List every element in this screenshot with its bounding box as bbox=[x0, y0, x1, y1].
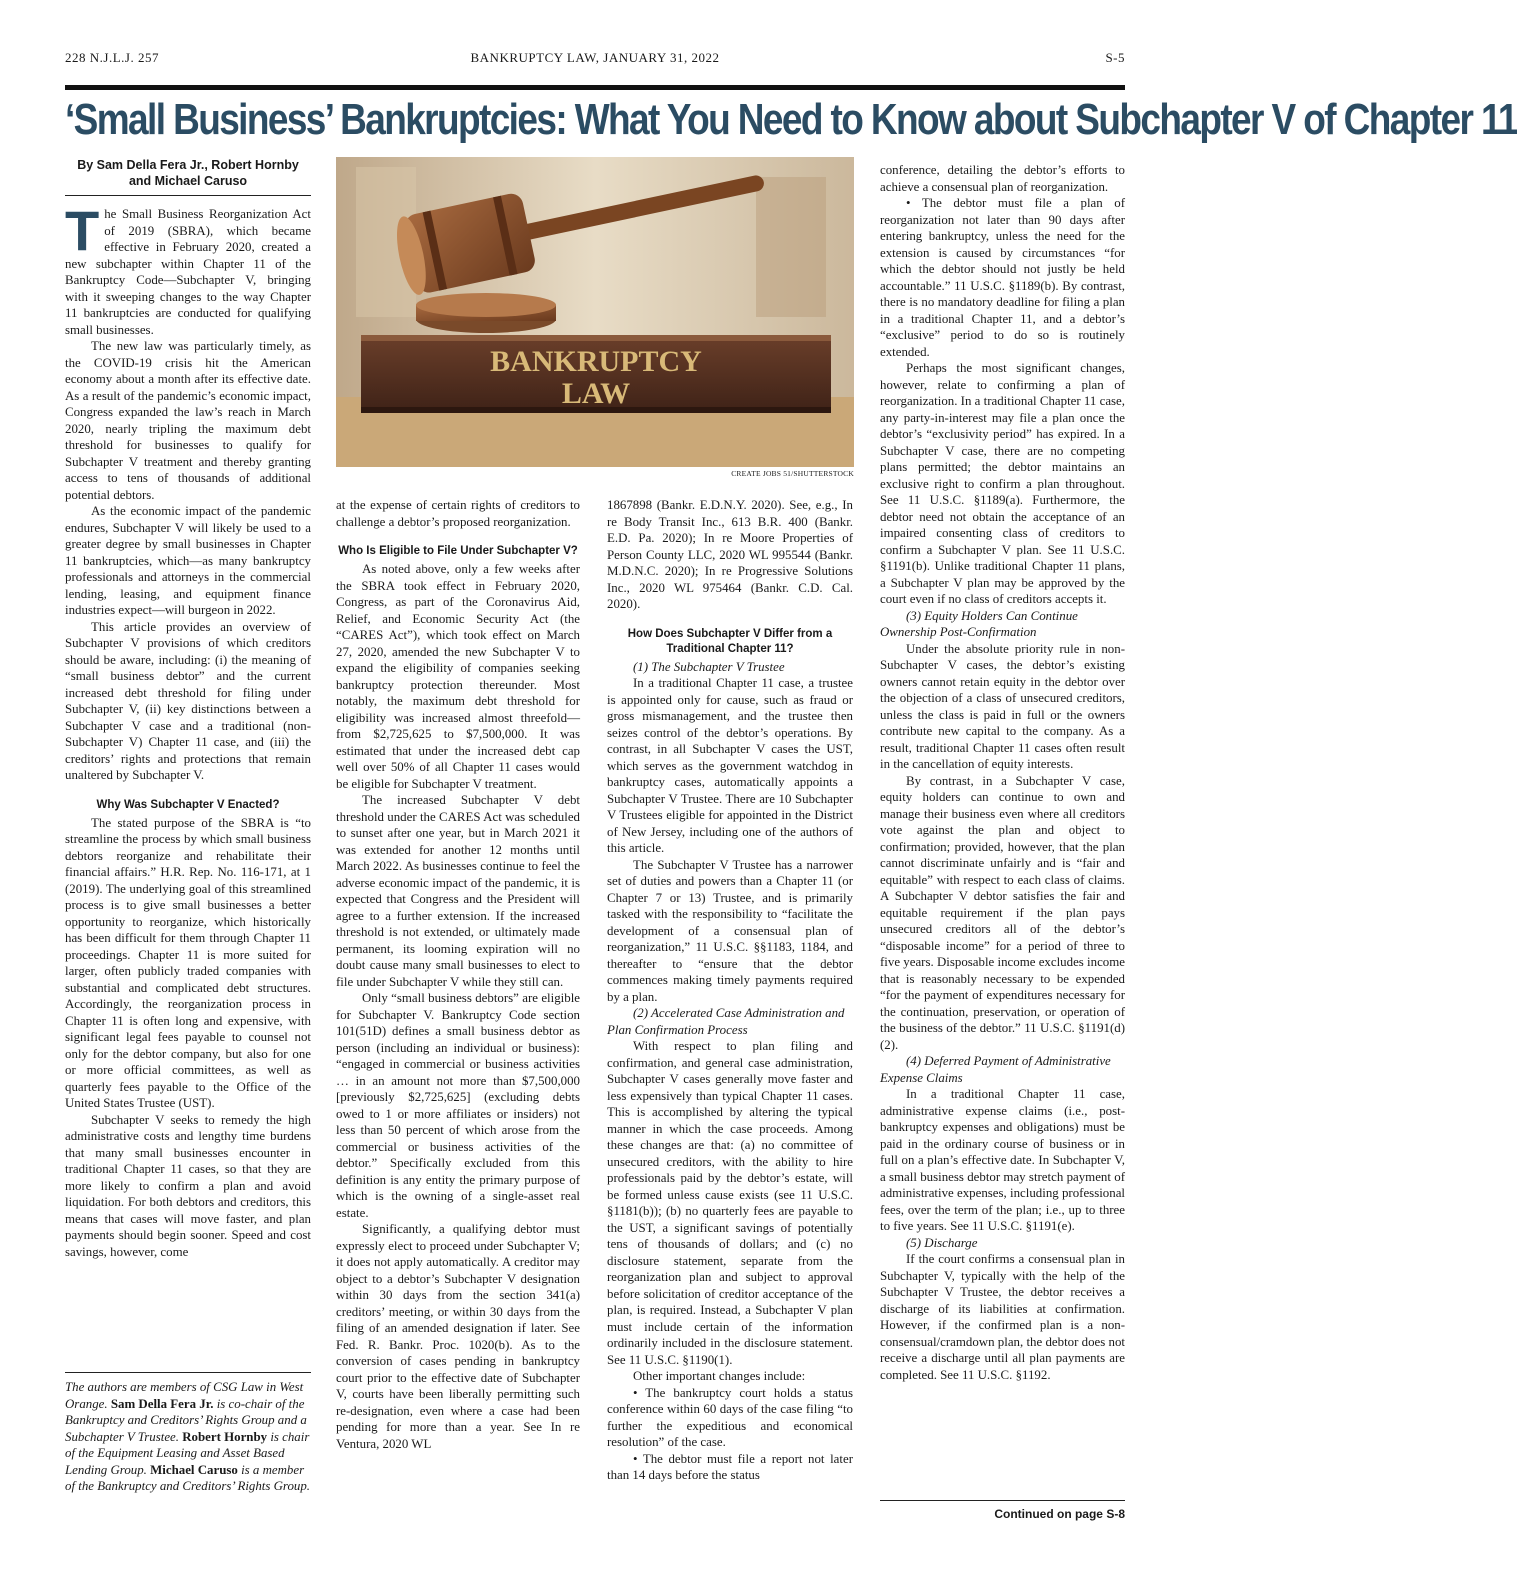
drop-cap: T bbox=[65, 199, 100, 262]
paragraph: The increased Subchapter V debt threshold under the CARES Act was scheduled to sunset after one year, but in March 2021 it was extended for another 12 months until March 2022. As businesses continue to feel the adverse economic impact of the pandemic, it is expected that Congress and the President will agree to a further extension. If the increased threshold is not extended, or ultimately made permanent, its looming expiration will no doubt cause many small businesses to elect to file under Subchapter V while they still can. bbox=[336, 793, 580, 989]
section-label: (3) Equity Holders Can Continue Ownership Post-Confirmation bbox=[880, 608, 1078, 639]
paragraph: at the expense of certain rights of creditors to challenge a debtor’s proposed reorganization. bbox=[336, 498, 580, 529]
photo-credit: CREATE JOBS 51/SHUTTERSTOCK bbox=[731, 469, 854, 478]
paragraph: 1867898 (Bankr. E.D.N.Y. 2020). See, e.g., In re Body Transit Inc., 613 B.R. 400 (Bankr. E.D. Pa. 2020); In re Moore Properties of Person County LLC, 2020 WL 995544 (Bankr. M.D.N.C. 2020); In re Progressive Solutions Inc., 2020 WL 975464 (Bankr. C.D. Cal. 2020). bbox=[607, 498, 853, 611]
section-title: BANKRUPTCY LAW, JANUARY 31, 2022 bbox=[470, 50, 720, 65]
paragraph: Under the absolute priority rule in non-Subchapter V cases, the debtor’s existing owners cannot retain equity in the debtor over the objection of a class of unsecured creditors, unless the class is paid in full or the owners contribute new capital to the company. As a result, traditional Chapter 11 cases often result in the cancellation of equity interests. bbox=[880, 641, 1125, 771]
section-label: (5) Discharge bbox=[906, 1235, 978, 1250]
paragraph: Other important changes include: bbox=[633, 1369, 806, 1383]
paragraph: The stated purpose of the SBRA is “to streamline the process by which small business debtors reorganize and rehabilitate their financial affairs.” H.R. Rep. No. 116-171, at 1 (2019). The underlying goal of this streamlined process is to give small businesses a better opportunity to reorganize, which historically has been difficult for them through Chapter 11 proceedings. Chapter 11 is more suited for larger, often publicly traded companies with substantial and complicated debt structures. Accordingly, the reorganization process in Chapter 11 is often long and expensive, with significant legal fees payable to counsel not only for the debtor company, but also for one or more official committees, as well as quarterly fees payable to the Office of the United States Trustee (UST). bbox=[65, 815, 311, 1110]
subhead: Why Was Subchapter V Enacted? bbox=[96, 798, 280, 811]
header-rule bbox=[65, 85, 1125, 90]
paragraph: This article provides an overview of Subchapter V provisions of which creditors should be aware, including: (i) the meaning of “small business debtor” and the current increased debt threshold for filing under Subchapter V, (ii) key distinctions between a Subchapter V case and a traditional (non-Subchapter V) Chapter 11 case, and (iii) the creditors’ rights and protections that remain unaltered by Subchapter V. bbox=[65, 619, 311, 782]
paragraph: With respect to plan filing and confirmation, and general case administration, Subchapter V cases generally move faster and less expensively than typical Chapter 11 cases. This is accomplished by altering the typical manner in which the case proceeds. Among these changes are that: (a) no committee of unsecured creditors, with the ability to hire professionals paid by the debtor’s estate, will be formed unless cause exists (see 11 U.S.C. §1181(b)); (b) no quarterly fees are payable to the UST, a significant savings of potentially tens of thousands of dollars; and (c) no disclosure statement, separate from the reorganization plan and subject to approval before solicitation of creditor acceptance of the plan, is required. Instead, a Subchapter V plan must include certain of the information ordinarily included in the disclosure statement. See 11 U.S.C. §1190(1). bbox=[607, 1039, 853, 1367]
section-label: (1) The Subchapter V Trustee bbox=[633, 659, 785, 674]
paragraph: As the economic impact of the pandemic endures, Subchapter V will likely be used to a greater degree by small businesses in Chapter 11 bankruptcies, which—as many bankruptcy professionals and attorneys in the commercial lending, leasing, and equipment finance industries expect—will burgeon in 2022. bbox=[65, 504, 311, 617]
paragraph: In a traditional Chapter 11 case, administrative expense claims (i.e., post-bankruptcy expenses and obligations) must be paid in the ordinary course of business or in full on a plan’s effective date. In Subchapter V, a small business debtor may stretch payment of administrative expenses, including professional fees, over the term of the plan; i.e., up to three to five years. See 11 U.S.C. §1191(e). bbox=[880, 1087, 1125, 1233]
paragraph: As noted above, only a few weeks after the SBRA took effect in February 2020, Congress, as part of the Coronavirus Aid, Relief, and Economic Security Act (the “CARES Act”), which took effect on March 27, 2020, amended the new Subchapter V to expand the eligibility of companies seeking bankruptcy protection thereunder. Most notably, the maximum debt threshold for eligibility was increased almost threefold—from $2,725,625 to $7,500,000. It was estimated that under the increased debt cap well over 50% of all Chapter 11 cases would be eligible for Subchapter V treatment. bbox=[336, 562, 580, 791]
page-number: S-5 bbox=[1105, 50, 1125, 65]
paragraph: In a traditional Chapter 11 case, a trustee is appointed only for cause, such as fraud or gross mismanagement, and the trustee then seizes control of the debtor’s operations. By contrast, in all Subchapter V cases the UST, which serves as the government watchdog in bankruptcy cases, automatically appoints a Subchapter V Trustee. There are 10 Subchapter V Trustees eligible for appointed in the District of New Jersey, including one of the authors of this article. bbox=[607, 676, 853, 855]
column-4 bbox=[880, 162, 1125, 1383]
paragraph: Perhaps the most significant changes, however, relate to confirming a plan of reorganization. In a traditional Chapter 11 case, any party-in-interest may file a plan once the debtor’s “exclusivity period” has expired. In a Subchapter V case, there are no competing plans permitted; the debtor maintains an exclusive right to confirm a plan throughout. See 11 U.S.C. §1189(a). Furthermore, the debtor need not obtain the acceptance of an impaired consenting class of creditors to confirm a Subchapter V plan. See 11 U.S.C. §1191(b). Unlike traditional Chapter 11 plans, a Subchapter V plan may be approved by the court even if no class of creditors accepts it. bbox=[880, 361, 1125, 606]
column-3 bbox=[607, 497, 853, 1484]
paragraph: Significantly, a qualifying debtor must expressly elect to proceed under Subchapter V; it does not apply automatically. A creditor may object to a debtor’s Subchapter V designation within 30 days from the section 341(a) creditors’ meeting, or within 30 days from the filing of an amended designation if later. See Fed. R. Bankr. Proc. 1020(b). As to the conversion of cases pending in bankruptcy court prior to the effective date of Subchapter V, courts have been liberally permitting such re-designation, even where a case had been pending for more than a year. See In re Ventura, 2020 WL bbox=[336, 1222, 580, 1451]
headline: ‘Small Business’ Bankruptcies: What You Need to Know about Subchapter V of Chapter 11 bbox=[65, 95, 1517, 144]
continued-link[interactable]: Continued on page S-8 bbox=[880, 1500, 1125, 1521]
paragraph: By contrast, in a Subchapter V case, equity holders can continue to own and manage their business even where all creditors vote against the plan and object to confirmation; provided, however, that the plan cannot discriminate unfairly and is “fair and equitable” with respect to each class of claims. A Subchapter V debtor satisfies the fair and equitable requirement if the plan pays unsecured creditors all of the debtor’s “disposable income” for a period of three to five years. Disposable income excludes income that is reasonably necessary to be expended “for the payment of expenditures necessary for the continuation, preservation, or operation of the business of the debtor.” 11 U.S.C. §1191(d)(2). bbox=[880, 773, 1125, 1052]
paragraph: The Subchapter V Trustee has a narrower set of duties and powers than a Chapter 11 (or Chapter 7 or 13) Trustee, and is primarily tasked with the responsibility to “facilitate the development of a consensual plan of reorganization,” 11 U.S.C. §§1183, 1184, and thereafter to “ensure that the debtor commences making timely payments required by a plan. bbox=[607, 857, 853, 1004]
column-2 bbox=[336, 497, 580, 1452]
column-1 bbox=[65, 157, 311, 1260]
gavel-book-photo bbox=[336, 157, 854, 467]
subhead: Who Is Eligible to File Under Subchapter V? bbox=[338, 545, 578, 557]
citation: 228 N.J.L.J. 257 bbox=[65, 50, 159, 65]
subhead: How Does Subchapter V Differ from a Traditional Chapter 11? bbox=[627, 627, 833, 655]
book-title-line2: LAW bbox=[561, 377, 631, 410]
paragraph: • The debtor must file a report not later than 14 days before the status bbox=[607, 1451, 853, 1482]
paragraph: Subchapter V seeks to remedy the high administrative costs and lengthy time burdens that many small businesses encounter in traditional Chapter 11 cases, so that they are more likely to confirm a plan and avoid liquidation. For both debtors and creditors, this means that cases will move faster, and plan payments should begin sooner. Speed and cost savings, however, come bbox=[65, 1112, 311, 1259]
paragraph: • The debtor must file a plan of reorganization not later than 90 days after entering bankruptcy, unless the need for the extension is caused by circumstances “for which the debtor should not justly be held accountable.” 11 U.S.C. §1189(b). By contrast, there is no mandatory deadline for filing a plan in a traditional Chapter 11, and a debtor’s “exclusive” period to do so is routinely extended. bbox=[880, 196, 1125, 359]
paragraph: • The bankruptcy court holds a status conference within 60 days of the case filing “to further the expeditious and economical resolution” of the case. bbox=[607, 1385, 853, 1449]
section-label: (2) Accelerated Case Administration and Plan Confirmation Process bbox=[607, 1006, 845, 1037]
page-header bbox=[65, 50, 1125, 68]
author-bio: The authors are members of CSG Law in West Orange. Sam Della Fera Jr. is co-chair of the Bankruptcy and Creditors’ Rights Group and a Subchapter V Trustee. Robert Hornby is chair of the Equipment Leasing and Asset Based Lending Group. Michael Caruso is a member of the Bankruptcy and Creditors’ Rights Group. bbox=[65, 1372, 311, 1495]
section-label: (4) Deferred Payment of Administrative Expense Claims bbox=[880, 1054, 1111, 1085]
paragraph: The new law was particularly timely, as the COVID-19 crisis hit the American economy about a month after its effective date. As a result of the pandemic’s economic impact, Congress expanded the law’s reach in March 2020, nearly tripling the maximum debt threshold for businesses to qualify for Subchapter V treatment and thereby granting access to tens of thousands of additional potential debtors. bbox=[65, 339, 311, 502]
byline: By Sam Della Fera Jr., Robert Hornby and Michael Caruso bbox=[65, 157, 311, 196]
paragraph: conference, detailing the debtor’s efforts to achieve a consensual plan of reorganization. bbox=[880, 163, 1125, 194]
book-title-line1: BANKRUPTCY bbox=[490, 345, 702, 378]
paragraph: If the court confirms a consensual plan in Subchapter V, typically with the help of the Subchapter V Trustee, the debtor receives a discharge of its liabilities at confirmation. However, if the confirmed plan is a non-consensual/cramdown plan, the debtor does not receive a discharge until all plan payments are completed. See 11 U.S.C. §1192. bbox=[880, 1252, 1125, 1382]
paragraph: Only “small business debtors” are eligible for Subchapter V. Bankruptcy Code section 101(51D) defines a small business debtor as person (including an individual or business): “engaged in commercial or business activities … in an amount not more than $7,500,000 [previously $2,725,625] (excluding debts owed to 1 or more affiliates or insiders) not less than 50 percent of which arose from the commercial or business activities of the debtor.” Specifically excluded from this definition is any entity the primary purpose of which is the owning of a single-asset real estate. bbox=[336, 991, 580, 1220]
paragraph: he Small Business Reorganization Act of 2019 (SBRA), which became effective in February 2020, created a new subchapter within Chapter 11 of the Bankruptcy Code—Subchapter V, bringing with it sweeping changes to the way Chapter 11 bankruptcies are conducted for qualifying small businesses. bbox=[65, 207, 311, 337]
